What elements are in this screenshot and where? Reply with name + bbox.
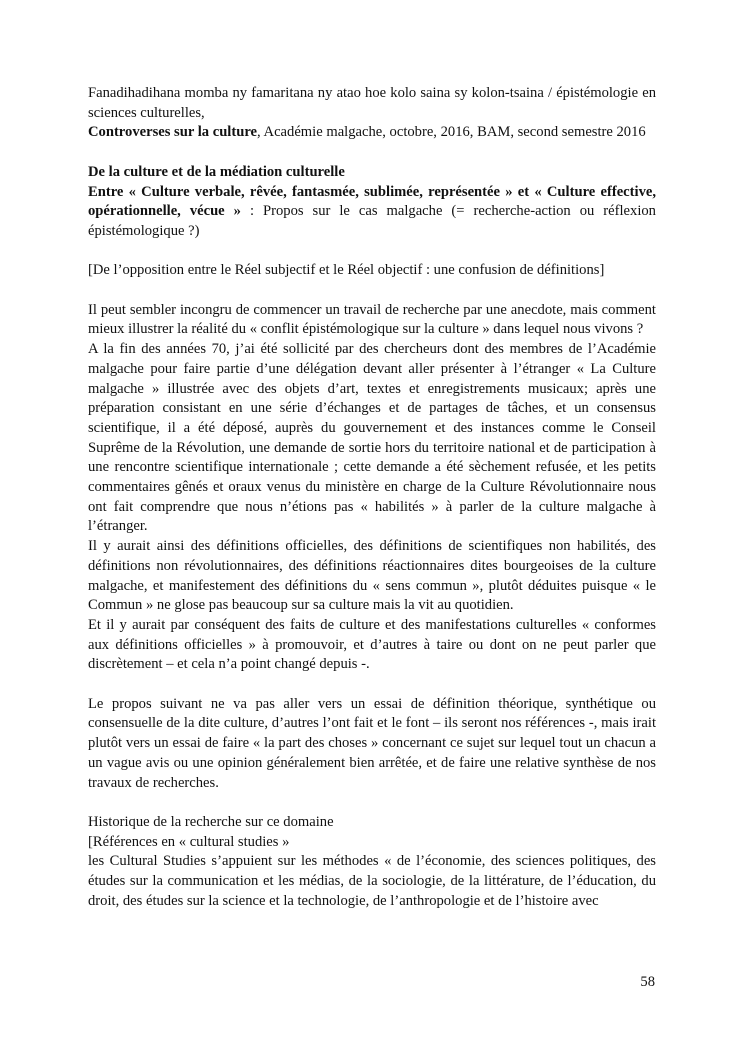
paragraph: A la fin des années 70, j’ai été sollicité par des chercheurs dont des membres de l’Académie malgache pour faire partie d’une délégation devant aller présenter à l’étranger « La Culture malgache » illustrée avec des objets d’art, textes et enregistrements musicaux; après une préparation consistant en une série d’échanges et de partages de tâches, et un consensus scientifique, il a été déposé, auprès du gouvernement et des instances comme le Conseil Suprême de la Révolution, une demande de sortie hors du territoire national et de participation à une rencontre scientifique internationale ; cette demande a été sèchement refusée, et les petits commentaires gênés et oraux venus du ministère en charge de la Culture Révolutionnaire nous ont fait comprendre que nous n’étions pas « habilités » à parler de la culture malgache à l’étranger. [88, 341, 656, 535]
page-number: 58 [640, 974, 655, 990]
spacer [88, 143, 656, 163]
paragraph: Il peut sembler incongru de commencer un travail de recherche par une anecdote, mais comment mieux illustrer la réalité du « conflit épistémologique sur la culture » dans lequel nous vivons ? [88, 301, 656, 338]
subtitle-bold: Entre « Culture verbale, rêvée, fantasmée, sublimée, représentée » et « Culture effective, opérationnelle, vécue » [88, 183, 656, 220]
paragraph: Le propos suivant ne va pas aller vers un essai de définition théorique, synthétique ou consensuelle de la dite culture, d’autres l’ont fait et le font – ils seront nos références -, mais irait plutôt vers un essai de faire « la part des choses » concernant ce sujet sur lequel tout un chacun a un vague avis ou une opinion généralement bien arrêtée, et de faire une relative synthèse de nos travaux de recherches. [88, 695, 656, 791]
reference-details: , Académie malgache, octobre, 2016, BAM, second semestre 2016 [257, 124, 646, 141]
document-page [88, 84, 656, 911]
section-title: De la culture et de la médiation culturelle [88, 163, 345, 180]
subtitle-rest: : Propos sur le cas malgache (= recherche-action ou réflexion épistémologique ?) [88, 203, 656, 239]
header-line: Fanadihadihana momba ny famaritana ny atao hoe kolo saina sy kolon-tsaina / épistémologie en sciences culturelles, [88, 85, 656, 121]
history-title: Historique de la recherche sur ce domaine [88, 813, 334, 830]
spacer [88, 281, 656, 301]
spacer [88, 793, 656, 813]
reference-title: Controverses sur la culture [88, 124, 258, 141]
reference-line [88, 123, 656, 143]
paragraph: Et il y aurait par conséquent des faits de culture et des manifestations culturelles « conformes aux définitions officielles » à promouvoir, et d’autres à taire ou dont on ne peut parler que discrètement – et cela n’a point changé depuis -. [88, 616, 656, 673]
spacer [88, 242, 656, 262]
spacer [88, 675, 656, 695]
history-text: les Cultural Studies s’appuient sur les méthodes « de l’économie, des sciences politiques, des études sur la communication et les médias, de la sociologie, de la littérature, de l’éducation, du droit, des études sur la science et la technologie, de l’anthropologie et de l’histoire avec [88, 853, 656, 909]
history-refs: [Références en « cultural studies » [88, 833, 290, 850]
bracket-line: [De l’opposition entre le Réel subjectif et le Réel objectif : une confusion de définitions] [88, 262, 605, 279]
section-subtitle [88, 183, 656, 242]
paragraph: Il y aurait ainsi des définitions officielles, des définitions de scientifiques non habilités, des définitions non révolutionnaires, des définitions réactionnaires dites bourgeoises de la culture malgache, et manifestement des définitions du « sens commun », plutôt déduites puisque « le Commun » ne glose pas beaucoup sur sa culture mais la vit au quotidien. [88, 538, 656, 614]
